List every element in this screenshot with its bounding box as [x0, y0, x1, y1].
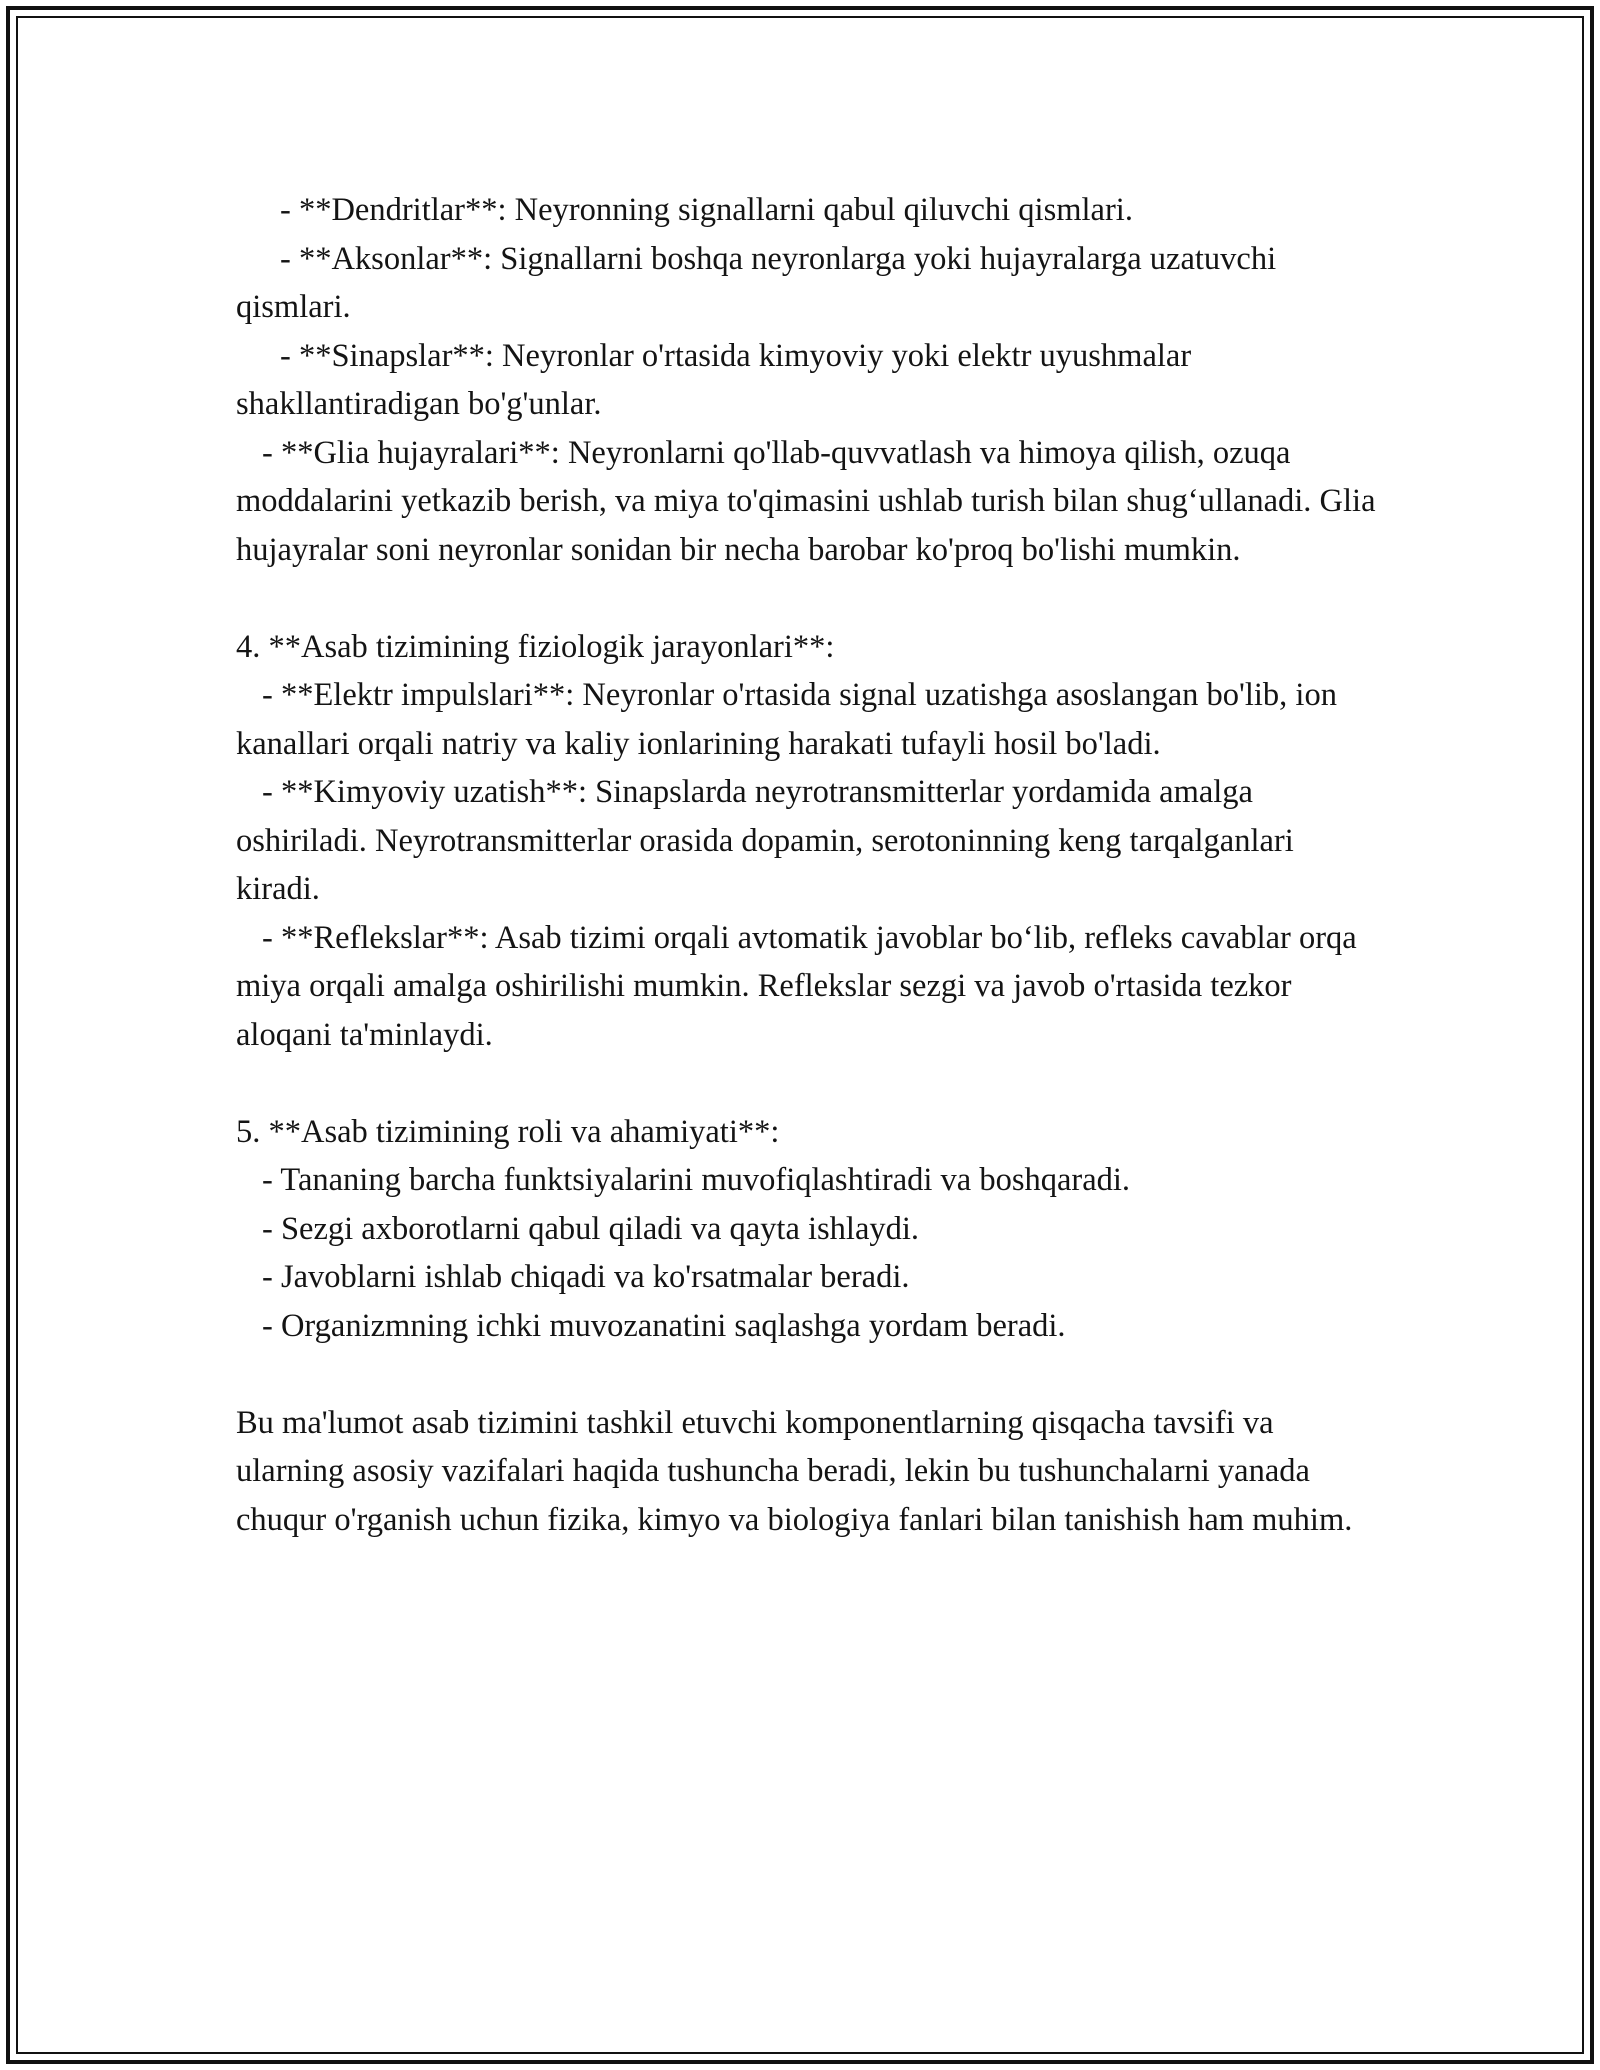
section-heading-5: 5. **Asab tizimining roli va ahamiyati**:	[236, 1113, 780, 1150]
list-item: - Javoblarni ishlab chiqadi va ko'rsatmalar beradi.	[262, 1259, 910, 1295]
bullet-aksonlar: - **Aksonlar**: Signallarni boshqa neyronlarga yoki hujayralarga uzatuvchi qismlari.	[236, 240, 1277, 325]
bullet-elektr-impulslari: - **Elektr impulslari**: Neyronlar o'rtasida signal uzatishga asoslangan bo'lib, ion kanallari orqali natriy va kaliy ionlarining harakati tufayli hosil bo'ladi.	[236, 677, 1337, 762]
paragraph-gap	[236, 1059, 1376, 1108]
bullet-reflekslar: - **Reflekslar**: Asab tizimi orqali avtomatik javoblar bo‘lib, refleks cavablar orqa miya orqali amalga oshirilishi mumkin. Reflekslar sezgi va javob o'rtasida tezkor aloqani ta'minlaydi.	[236, 919, 1357, 1053]
section-heading-4: 4. **Asab tizimining fiziologik jarayonlari**:	[236, 628, 835, 665]
paragraph-gap	[236, 1350, 1376, 1399]
list-item: - Tananing barcha funktsiyalarini muvofiqlashtiradi va boshqaradi.	[262, 1162, 1131, 1198]
paragraph-gap	[236, 574, 1376, 623]
list-item: - Sezgi axborotlarni qabul qiladi va qayta ishlaydi.	[262, 1210, 920, 1247]
bullet-kimyoviy-uzatish: - **Kimyoviy uzatish**: Sinapslarda neyrotransmitterlar yordamida amalga oshiriladi. Neyrotransmitterlar orasida dopamin, serotoninning keng tarqalganlari kiradi.	[236, 774, 1294, 907]
summary-paragraph: Bu ma'lumot asab tizimini tashkil etuvchi komponentlarning qisqacha tavsifi va ularning asosiy vazifalari haqida tushuncha beradi, lekin bu tushunchalarni yanada chuqur o'rganish uchun fizika, kimyo va biologiya fanlari bilan tanishish ham muhim.	[236, 1404, 1353, 1538]
bullet-glia-hujayralari: - **Glia hujayralari**: Neyronlarni qo'llab-quvvatlash va himoya qilish, ozuqa moddalarini yetkazib berish, va miya to'qimasini ushlab turish bilan shug‘ullanadi. Glia hujayralar soni neyronlar sonidan bir necha barobar ko'proq bo'lishi mumkin.	[236, 434, 1376, 568]
bullet-dendritlar: - **Dendritlar**: Neyronning signallarni qabul qiluvchi qismlari.	[280, 192, 1133, 228]
list-item: - Organizmning ichki muvozanatini saqlashga yordam beradi.	[262, 1307, 1066, 1344]
bullet-sinapslar: - **Sinapslar**: Neyronlar o'rtasida kimyoviy yoki elektr uyushmalar shakllantiradigan bo'g'unlar.	[236, 337, 1192, 422]
document-body	[236, 186, 1376, 1544]
